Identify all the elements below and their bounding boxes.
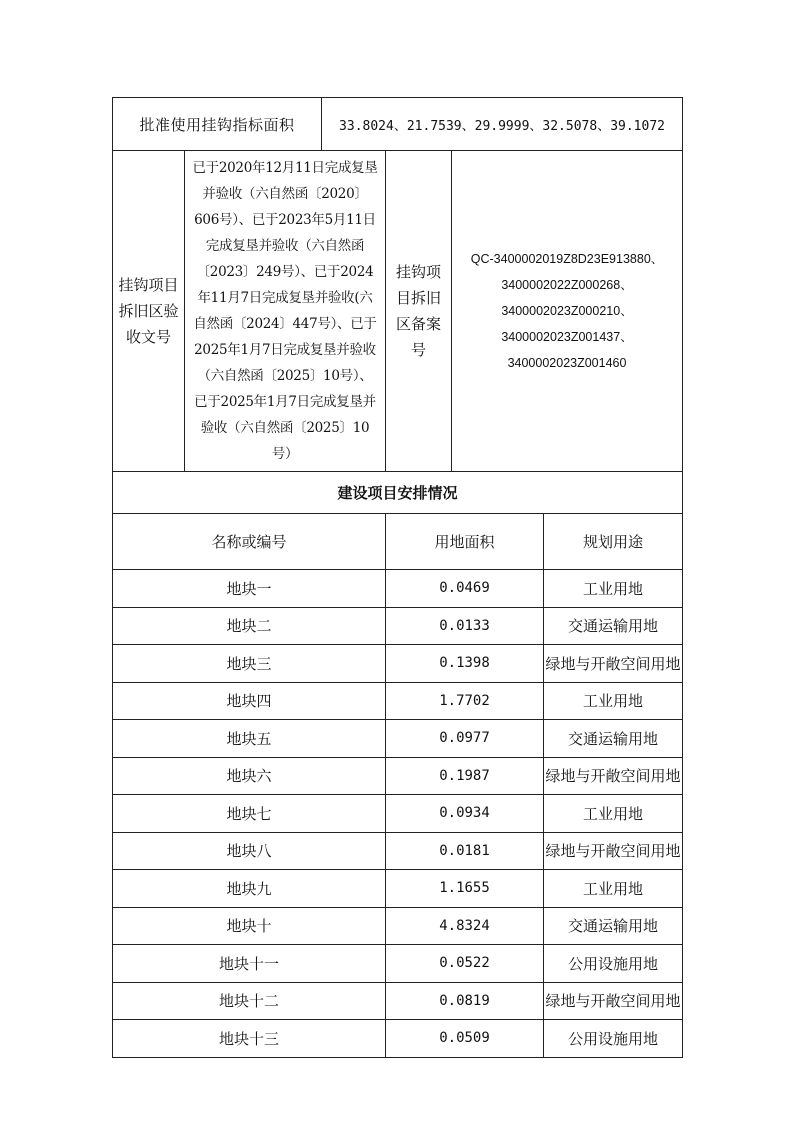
parcel-name: 地块四 (113, 682, 386, 720)
table-row (113, 720, 683, 758)
parcel-area: 0.0522 (386, 945, 544, 983)
approved-area-value: 33.8024、21.7539、29.9999、32.5078、39.1072 (322, 98, 683, 151)
parcel-use: 交通运输用地 (544, 607, 683, 645)
parcel-name: 地块一 (113, 570, 386, 608)
acceptance-label: 挂钩项目拆旧区验收文号 (113, 151, 185, 472)
parcel-name: 地块二 (113, 607, 386, 645)
parcel-use: 交通运输用地 (544, 720, 683, 758)
table-row (113, 682, 683, 720)
parcel-name: 地块三 (113, 645, 386, 683)
section-title-row (113, 472, 683, 514)
column-header-row (113, 514, 683, 570)
land-use-table (112, 97, 683, 1058)
table-row (113, 945, 683, 983)
parcel-use: 工业用地 (544, 870, 683, 908)
table-row (113, 757, 683, 795)
table-row (113, 982, 683, 1020)
parcel-area: 4.8324 (386, 907, 544, 945)
table-row (113, 645, 683, 683)
header-use: 规划用途 (544, 514, 683, 570)
approved-area-row (113, 98, 683, 151)
header-area: 用地面积 (386, 514, 544, 570)
parcel-name: 地块十二 (113, 982, 386, 1020)
filing-codes: QC-3400002019Z8D23E913880、3400002022Z000268、3400002023Z000210、3400002023Z001437、3400002023Z001460 (452, 151, 683, 472)
header-name: 名称或编号 (113, 514, 386, 570)
parcel-area: 0.0509 (386, 1020, 544, 1058)
parcel-name: 地块七 (113, 795, 386, 833)
parcel-use: 绿地与开敞空间用地 (544, 982, 683, 1020)
table-row (113, 570, 683, 608)
parcel-use: 工业用地 (544, 570, 683, 608)
parcel-area: 0.1398 (386, 645, 544, 683)
parcel-area: 1.1655 (386, 870, 544, 908)
parcel-area: 0.1987 (386, 757, 544, 795)
parcel-name: 地块十 (113, 907, 386, 945)
parcel-name: 地块十一 (113, 945, 386, 983)
approved-area-label: 批准使用挂钩指标面积 (113, 98, 322, 151)
parcel-area: 0.0133 (386, 607, 544, 645)
parcel-use: 绿地与开敞空间用地 (544, 645, 683, 683)
parcel-use: 公用设施用地 (544, 945, 683, 983)
parcel-use: 工业用地 (544, 682, 683, 720)
section-title: 建设项目安排情况 (113, 472, 683, 514)
parcel-name: 地块五 (113, 720, 386, 758)
table-row (113, 907, 683, 945)
parcel-name: 地块九 (113, 870, 386, 908)
acceptance-text: 已于2020年12月11日完成复垦并验收（六自然函〔2020〕606号）、已于2023年5月11日完成复垦并验收（六自然函〔2023〕249号）、已于2024年11月7日完成复垦并验收(六自然函〔2024〕447号）、已于2025年1月7日完成复垦并验收（六自然函〔2025〕10号）、已于2025年1月7日完成复垦并验收（六自然函〔2025〕10号） (185, 151, 386, 472)
parcel-use: 公用设施用地 (544, 1020, 683, 1058)
parcel-area: 0.0819 (386, 982, 544, 1020)
parcel-use: 绿地与开敞空间用地 (544, 832, 683, 870)
parcel-area: 0.0469 (386, 570, 544, 608)
table-row (113, 607, 683, 645)
parcel-use: 绿地与开敞空间用地 (544, 757, 683, 795)
parcel-name: 地块十三 (113, 1020, 386, 1058)
filing-label: 挂钩项目拆旧区备案号 (386, 151, 452, 472)
table-row (113, 870, 683, 908)
parcel-area: 0.0934 (386, 795, 544, 833)
table-row (113, 795, 683, 833)
parcel-name: 地块八 (113, 832, 386, 870)
parcel-name: 地块六 (113, 757, 386, 795)
parcel-use: 工业用地 (544, 795, 683, 833)
parcel-use: 交通运输用地 (544, 907, 683, 945)
table-row (113, 1020, 683, 1058)
parcel-area: 1.7702 (386, 682, 544, 720)
parcel-area: 0.0181 (386, 832, 544, 870)
table-row (113, 832, 683, 870)
parcel-area: 0.0977 (386, 720, 544, 758)
demolition-row (113, 151, 683, 472)
